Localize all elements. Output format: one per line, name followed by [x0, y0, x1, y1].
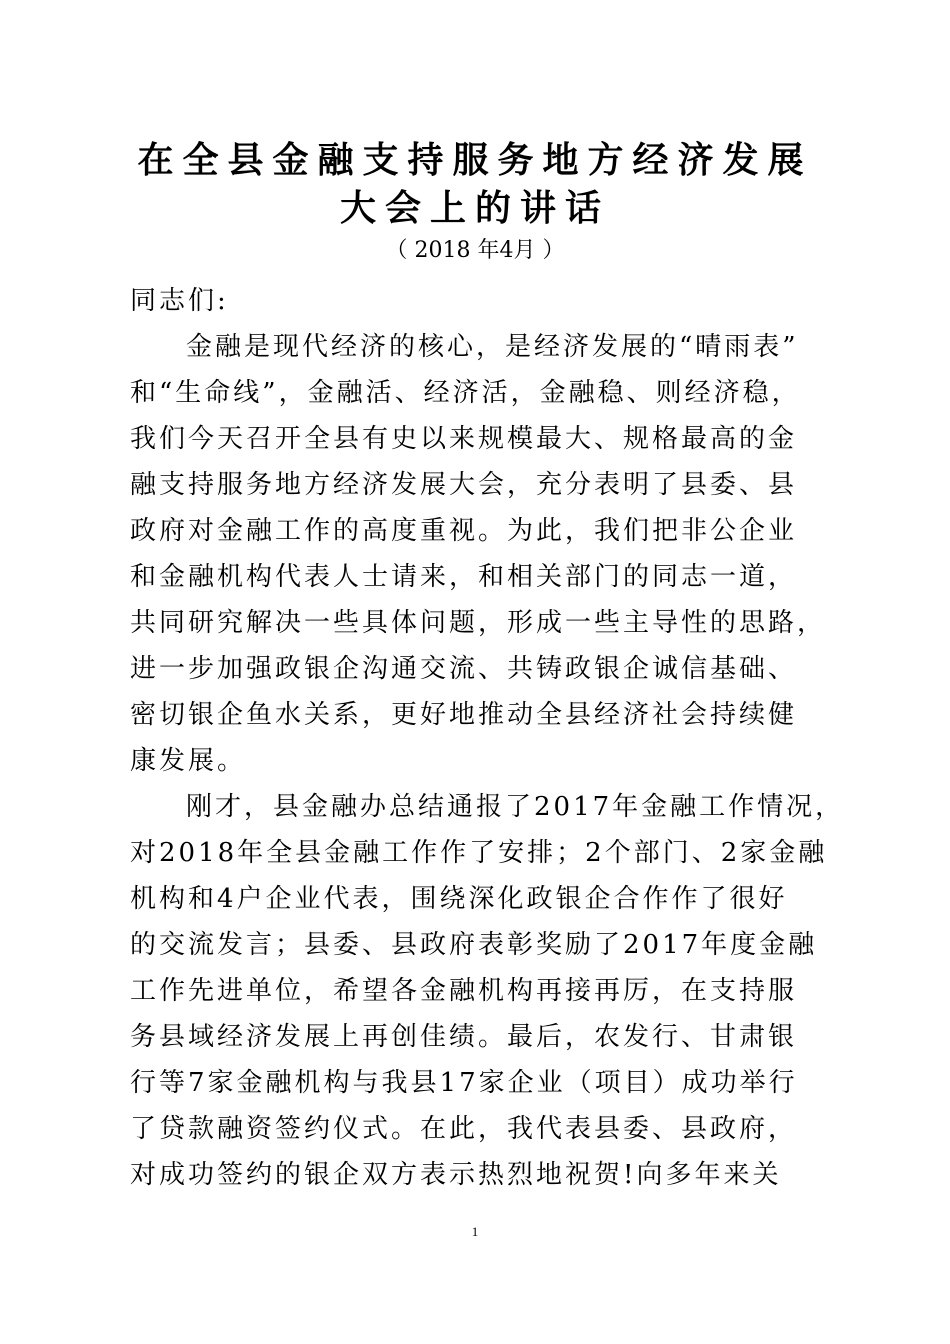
body-line: 对成功签约的银企双方表示热烈地祝贺!向多年来关 [130, 1160, 782, 1190]
document-date: （ 2018 年4月 ） [385, 238, 565, 263]
body-line: 融支持服务地方经济发展大会，充分表明了县委、县 [130, 470, 798, 500]
body-line: 政府对金融工作的高度重视。为此，我们把非公企业 [130, 516, 798, 546]
body-line: 刚才，县金融办总结通报了2017年金融工作情况， [186, 792, 845, 822]
document-title-line-1: 在全县金融支持服务地方经济发展 [137, 139, 813, 181]
body-line: 和“生命线”，金融活、经济活，金融稳、则经济稳， [130, 378, 801, 408]
body-line: 金融是现代经济的核心，是经济发展的“晴雨表” [186, 332, 799, 362]
body-line: 了贷款融资签约仪式。在此，我代表县委、县政府， [130, 1114, 798, 1144]
document-title-line-2: 大会上的讲话 [339, 187, 610, 229]
body-line: 共同研究解决一些具体问题，形成一些主导性的思路， [130, 608, 827, 638]
body-line: 康发展。 [130, 746, 247, 776]
body-line: 进一步加强政银企沟通交流、共铸政银企诚信基础、 [130, 654, 798, 684]
body-line: 行等7家金融机构与我县17家企业（项目）成功举行 [130, 1068, 798, 1098]
body-line: 机构和4户企业代表，围绕深化政银企合作作了很好 [130, 884, 788, 914]
body-line: 对2018年全县金融工作作了安排；2个部门、2家金融 [130, 838, 828, 868]
page-number: 1 [471, 1224, 479, 1239]
greeting: 同志们: [130, 286, 229, 316]
body-line: 密切银企鱼水关系，更好地推动全县经济社会持续健 [130, 700, 798, 730]
body-line: 务县域经济发展上再创佳绩。最后，农发行、甘肃银 [130, 1022, 798, 1052]
body-line: 我们今天召开全县有史以来规模最大、规格最高的金 [130, 424, 798, 454]
body-line: 工作先进单位，希望各金融机构再接再厉，在支持服 [130, 976, 798, 1006]
body-line: 的交流发言；县委、县政府表彰奖励了2017年度金融 [130, 930, 818, 960]
body-line: 和金融机构代表人士请来，和相关部门的同志一道， [130, 562, 798, 592]
